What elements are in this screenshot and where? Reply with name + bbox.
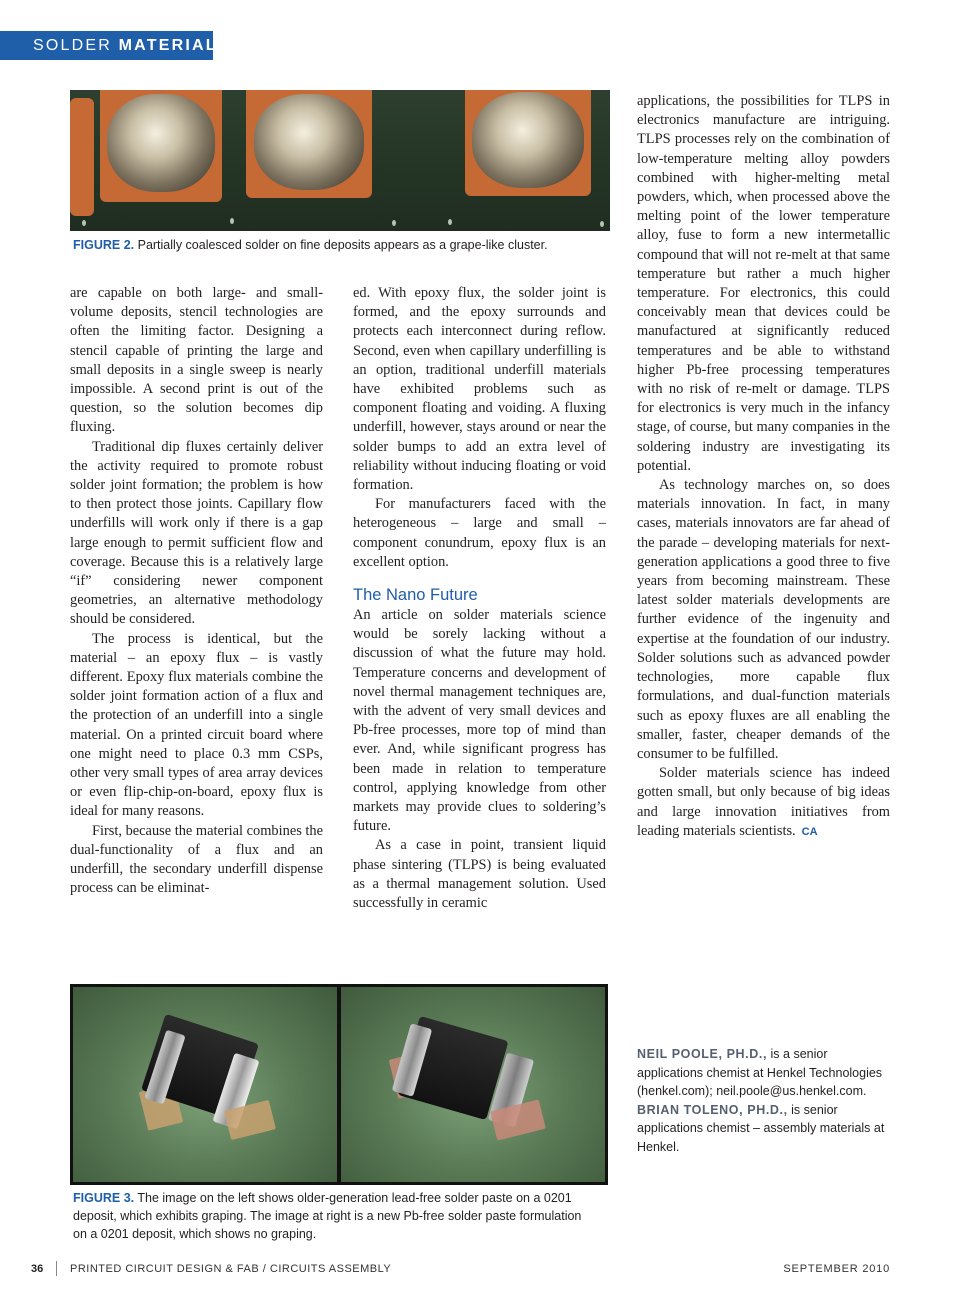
author-bio [637,1045,893,1156]
col3-closing-text: Solder materials science has indeed gotten small, but only because of big ideas and large innovation initiatives from leading materials scientists. [637,765,890,839]
issue-date: SEPTEMBER 2010 [783,1263,890,1275]
author-bio-text-1: is a senior applications chemist at Henkel Technologies (henkel.com); neil.poole@us.henkel.com. [637,1047,883,1098]
page-footer [0,1263,960,1281]
figure3-photo [70,984,608,1185]
figure3-left-photo [73,987,337,1182]
col2-paragraph: As a case in point, transient liquid phase sintering (TLPS) is being evaluated as a thermal management solution. Used successfully in ceramic [353,837,606,912]
figure2-label: FIGURE 2. [73,238,135,252]
figure2-photo [70,90,610,231]
article-column-2 [353,284,606,913]
figure2-caption-text: Partially coalesced solder on fine deposits appears as a grape-like cluster. [137,238,548,252]
figure3-right-photo [341,987,605,1182]
footer-divider [56,1261,57,1276]
figure2-caption [73,236,613,254]
section-heading: The Nano Future [353,586,478,605]
publication-name: PRINTED CIRCUIT DESIGN & FAB / CIRCUITS ASSEMBLY [70,1263,392,1275]
col1-paragraph: are capable on both large- and small-volume deposits, stencil technologies are often the limiting factor. Designing a stencil capable of printing the large and small deposits in a single sweep is nearly impossible. A second print is out of the question, so the solution becomes dip fluxing. [70,285,323,436]
col1-paragraph: First, because the material combines the dual-functionality of a flux and an underfill, the secondary underfill dispense process can be eliminat- [70,822,323,897]
col1-paragraph: The process is identical, but the material – an epoxy flux – is vastly different. Epoxy flux materials combine the solder joint formation action of a flux and the protection of an underfill into a single material. On a printed circuit board where one might need to place 0.3 mm CSPs, other very small types of area array devices or even flip-chip-on-board, epoxy flux is ideal for many reasons. [70,630,323,820]
col2-paragraph: For manufacturers faced with the heterogeneous – large and small – component conundrum, epoxy flux is an excellent option. [353,496,606,570]
col3-paragraph [637,764,890,842]
article-column-3 [637,92,890,842]
figure3-label: FIGURE 3. [73,1191,135,1205]
author-bio-text-2: is senior applications chemist – assembly materials at Henkel. [637,1102,885,1154]
end-mark: CA [801,825,818,838]
col2-paragraph: An article on solder materials science would be sorely lacking without a discussion of what the future may hold. Temperature concerns and development of novel thermal management techniques are, with the advent of very small devices and Pb-free processes, more top of mind than ever. And, while significant progress has been made in relation to temperature control, applying knowledge from other markets may provide clues to soldering’s future. [353,607,606,835]
col3-paragraph: As technology marches on, so does materials innovation. In fact, in many cases, materials innovators are far ahead of the parade – developing materials for next-generation applications a good three to five years from becoming mainstream. These latest solder materials developments are further evidence of the ingenuity and expertise at the foundation of our industry. Solder solutions such as advanced powder technologies, more capable flux formulations, and dual-function materials such as epoxy fluxes are all enabling the smaller, faster, cheaper demands of the consumer to be fulfilled. [637,477,890,762]
article-column-1 [70,284,323,899]
col3-paragraph: applications, the possibilities for TLPS in electronics manufacture are intriguing. TLPS processes rely on the combination of low-temperature melting alloy powders combined with higher-melting metal powders, which, when processed above the melting point of the lower temperature alloy, fuse to form a new intermetallic compound that will not re-melt at that same temperature but rather a much higher temperature. For electronics, this could conceivably mean that devices could be manufactured at significantly reduced temperatures and be able to withstand higher Pb-free processing temperatures with no risk of re-melt or damage. TLPS for electronics is very much in the infancy stage, of course, but many companies in the soldering industry are investigating its potential. [637,93,890,474]
author-name-2: BRIAN TOLENO, PH.D., [637,1102,788,1117]
section-tag [0,31,231,60]
figure3-caption-text: The image on the left shows older-generation lead-free solder paste on a 0201 deposit, which exhibits graping. The image at right is a new Pb-free solder paste formulation on a 0201 deposit, which shows no graping. [73,1191,582,1241]
section-tag-light: SOLDER [33,37,112,54]
figure3-caption [73,1189,595,1243]
section-tag-bold: MATERIALS [118,37,231,54]
author-name-1: NEIL POOLE, PH.D., [637,1047,768,1061]
col2-paragraph: ed. With epoxy flux, the solder joint is formed, and the epoxy surrounds and protects each interconnect during reflow. Second, even when capillary underfilling is an option, traditional underfill materials have exhibited problems such as component floating and voiding. A fluxing underfill, however, stays around or near the solder bumps to add an extra level of reliability without inducing floating or void formation. [353,285,606,494]
page-number: 36 [31,1263,44,1275]
col1-paragraph: Traditional dip fluxes certainly deliver the activity required to promote robust solder joint formation; the problem is how to then protect those joints. Capillary flow underfills will work only if there is a gap large enough to permit sufficient flow and coverage. Because this is a relatively large “if” considering newer component geometries, an alternative methodology should be considered. [70,438,323,628]
